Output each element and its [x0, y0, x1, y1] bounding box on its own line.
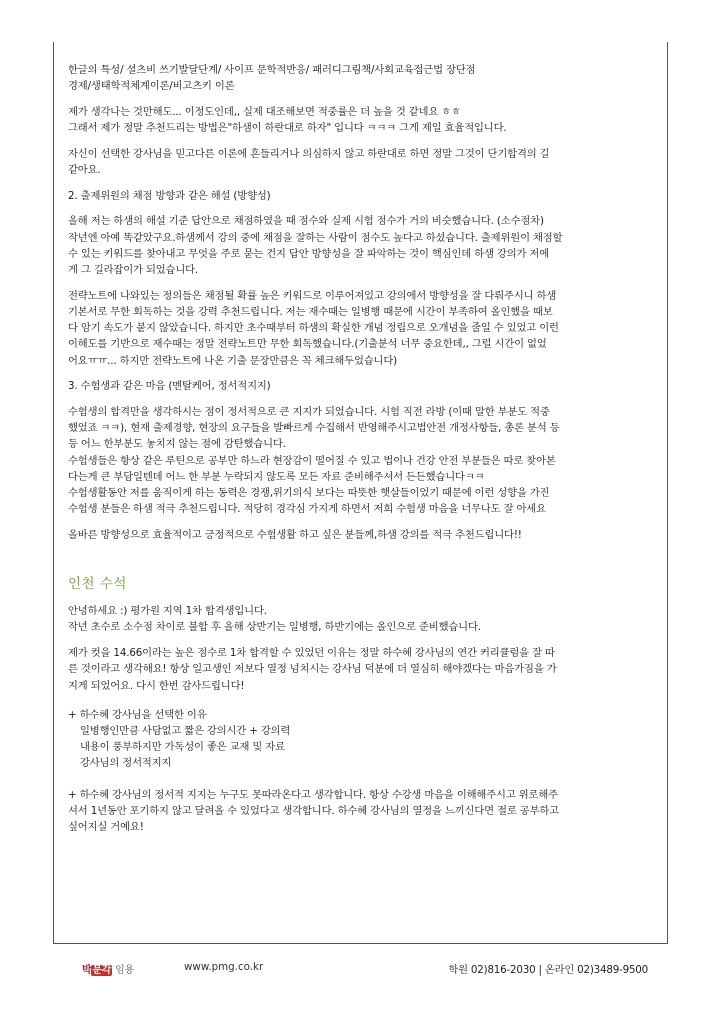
paragraph-reason: 제가 컷을 14.66이라는 높은 점수로 1차 합격할 수 있었던 이유는 정말 하수혜 강사님의 연간 커리큘럼을 잘 따 른 것이라고 생각해요! 항상 일고생인 저보다 열정 넘치시는 강사님 덕분에 더 열심히 해야겠다는 마음가짐을 가 지게 되었어요. 다시 한번 감사드립니다!: [68, 647, 557, 692]
section-heading-2: 2. 출제위원의 채점 방향과 같은 해설 (방향성): [68, 189, 271, 202]
paragraph-closing: 올바른 방향성으로 효율적이고 긍정적으로 수험생활 하고 싶은 분들께,하샘 강의를 적극 추천드립니다!!: [68, 528, 522, 541]
paragraph-greeting: 안녕하세요 :) 평가원 지역 1차 합격생입니다. 작년 초수로 소수점 차이로 불합 후 올해 상반기는 일병행, 하반기에는 올인으로 준비했습니다.: [68, 605, 481, 634]
paragraph-scoring: 올해 저는 하샘의 해설 기준 답안으로 채점하였을 때 점수와 실제 시험 점수가 거의 비슷했습니다. (소수점차) 작년엔 아예 똑같았구요.하샘께서 강의 중에 채점을 잘하는 사람이 점수도 높다고 하셨습니다. 출제위원이 채점할 수 있는 키워드를 찾아내고 무엇을 주로 묻는 건지 답안 방향성을 잘 파악하는 것이 핵심인데 하샘 강의가 저에 게 그 길라잡이가 되었습니다.: [68, 215, 563, 277]
list-item: 강사님의 정서적지지: [80, 757, 172, 770]
list-title: + 하수혜 강사님을 선택한 이유: [68, 708, 207, 721]
paragraph-strategy-note: 전략노트에 나와있는 정의들은 채점될 확률 높은 키워드로 이루어져있고 강의에서 방향성을 잘 다뤄주시니 하샘 기본서로 무한 회독하는 것을 강력 추천드립니다. 저는 재수때는 일병행 때문에 시간이 부족하여 올인했을 때보 다 암기 속도가 붙지 않았습니다. 하지만 초수때부터 하샘의 확실한 개념 정립으로 오개념을 줄일 수 있었고 이런 이해도를 기반으로 재수때는 정말 전략노트만 무한 회독했습니다.(기출분석 너무 중요한데,, 그럴 시간이 없었 어요ㅠㅠ... 하지만 전략노트에 나온 기출 문장만큼은 꼭 체크해두었습니다): [68, 289, 559, 367]
list-item: 일병행인만큼 사담없고 짧은 강의시간 + 강의력: [80, 725, 291, 737]
page-footer: [82, 961, 648, 977]
reason-list: [68, 707, 654, 772]
review-heading: 인천 수석: [68, 576, 127, 593]
contact-info: 학원 02)816-2030 | 온라인 02)3489-9500: [448, 964, 648, 976]
paragraph-recommendation: 제가 생각나는 것만해도... 이정도인데,, 실제 대조해보면 적중률은 더 높을 것 같네요 ㅎㅎ 그래서 제가 정말 추천드리는 방법은"하샘이 하란대로 하자" 입니다 ㅋㅋㅋ 그게 제일 효율적입니다.: [68, 105, 507, 135]
section-heading-3: 3. 수험생과 같은 마음 (멘탈케어, 정서적지지): [68, 380, 271, 393]
paragraph-trust: 자신이 선택한 강사님을 믿고다른 이론에 흔들리거나 의심하지 않고 하란대로 하면 정말 그것이 단기합격의 길 같아요.: [68, 147, 550, 177]
topic-list: 한글의 특성/ 셜츠비 쓰기발달단계/ 사이프 문학적반응/ 패러디그림책/사회교육접근법 장단점 경제/생태학적체계이론/비고츠키 이론: [68, 64, 476, 93]
website-link[interactable]: www.pmg.co.kr: [184, 961, 264, 973]
paragraph-mental-care: 수험생의 합격만을 생각하시는 점이 정서적으로 큰 지지가 되었습니다. 시험 직전 라방 (이때 말한 부분도 적중 했었죠 ㅋㅋ), 현재 출제경향, 현장의 요구들을 발빠르게 수집해서 반영해주시고법안전 개정사항들, 총론 분석 등 등 어느 한부분도 놓치지 않는 점에 감탄했습니다. 수험생들은 항상 같은 루틴으로 공부만 하느라 현장감이 떨어질 수 있고 법이나 건강 안전 부분들은 따로 찾아본 다는게 큰 부담일텐데 어느 한 부분 누락되지 않도록 모든 자료 준비해주셔서 든든했습니다ㅋㅋ 수험생활동안 저를 움직이게 하는 동력은 경쟁,위기의식 보다는 따뜻한 햇살들이었기 때문에 이런 성향을 가진 수험생 분들은 하샘 적극 추천드립니다. 적당히 경각심 가지게 하면서 저희 수험생 마음을 너무나도 잘 아세요: [68, 405, 560, 516]
document-body: [68, 62, 654, 845]
list-item: 내용이 풍부하지만 가독성이 좋은 교재 및 자료: [80, 741, 285, 754]
publisher-logo: 박문각 임용: [82, 965, 134, 976]
paragraph-emotional-support: + 하수혜 강사님의 정서적 지지는 누구도 못따라온다고 생각합니다. 항상 수강생 마음을 이해해주시고 위로해주 셔서 1년동안 포기하지 않고 달려올 수 있었다고 생각합니다. 하수혜 강사님의 열정을 느끼신다면 절로 공부하고 싶어지실 거예요!: [68, 788, 559, 834]
